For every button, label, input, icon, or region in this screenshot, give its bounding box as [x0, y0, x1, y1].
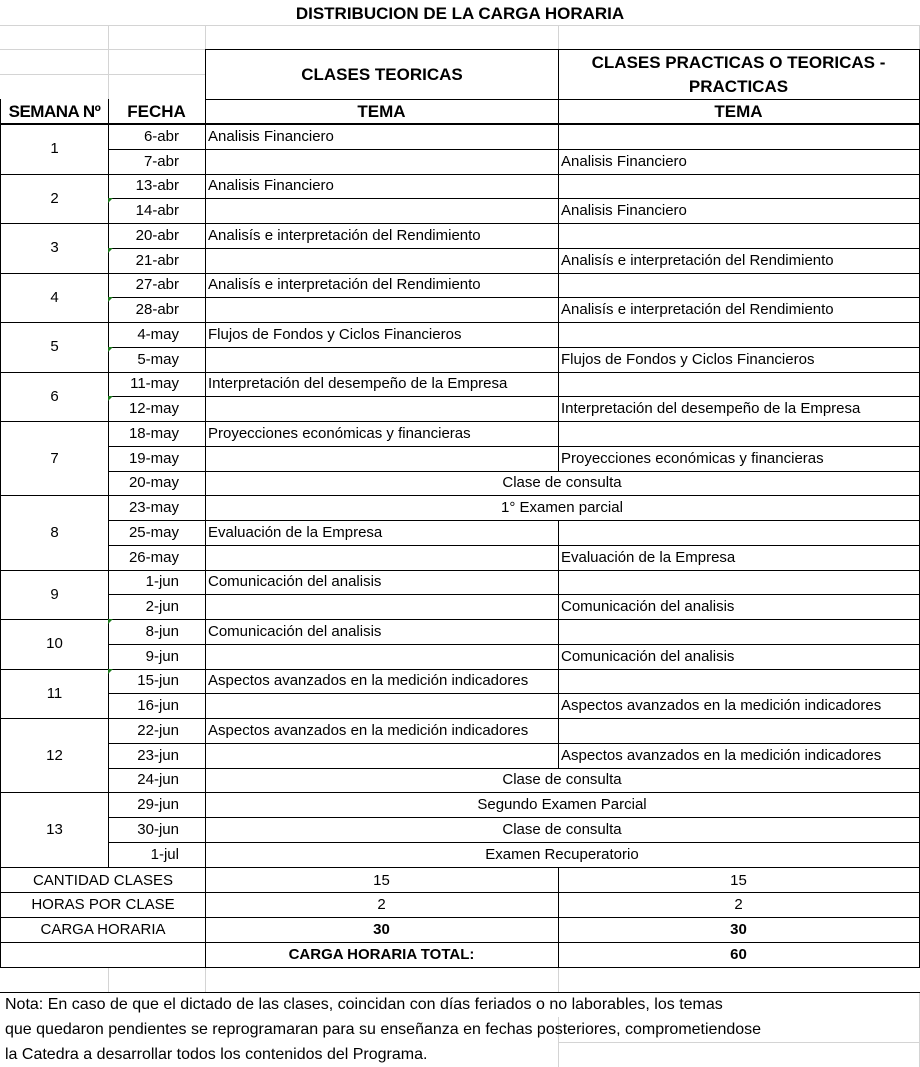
fecha-cell: 27-abr: [108, 273, 206, 299]
week-number: 11: [0, 669, 109, 720]
merged-event-cell: Clase de consulta: [205, 768, 920, 794]
tema-teoricas-cell: Aspectos avanzados en la medición indicadores: [205, 718, 559, 744]
tema-practicas-cell: Proyecciones económicas y financieras: [558, 446, 920, 472]
week-number: 12: [0, 718, 109, 793]
tema-teoricas-cell: [205, 644, 559, 670]
tema-practicas-cell: [558, 372, 920, 398]
fecha-cell: 2-jun: [108, 594, 206, 620]
tema-practicas-cell: Comunicación del analisis: [558, 644, 920, 670]
gridline: [0, 74, 205, 75]
cell-comment-indicator-icon: [108, 297, 113, 302]
note-line: que quedaron pendientes se reprogramaran para su enseñanza en fechas posteriores, comprometiendose: [5, 1021, 762, 1038]
tema-practicas-cell: [558, 619, 920, 645]
fecha-cell: 8-jun: [108, 619, 206, 645]
fecha-cell: 25-may: [108, 520, 206, 546]
week-number: 1: [0, 124, 109, 175]
summary-label: CARGA HORARIA: [0, 917, 206, 943]
tema-teoricas-cell: [205, 693, 559, 719]
tema-practicas-cell: Interpretación del desempeño de la Empresa: [558, 396, 920, 422]
tema-practicas-cell: [558, 520, 920, 546]
fecha-cell: 20-may: [108, 471, 206, 497]
week-number: 5: [0, 322, 109, 373]
header-semana: SEMANA Nº: [0, 99, 109, 125]
merged-event-cell: Segundo Examen Parcial: [205, 792, 920, 818]
gridline: [108, 968, 109, 992]
summary-label: CANTIDAD CLASES: [0, 868, 206, 893]
summary-teoricas-value: 15: [205, 868, 559, 893]
tema-teoricas-cell: [205, 248, 559, 274]
fecha-cell: 5-may: [108, 347, 206, 373]
fecha-cell: 11-may: [108, 372, 206, 398]
tema-practicas-cell: [558, 421, 920, 447]
week-number: 2: [0, 174, 109, 225]
tema-teoricas-cell: [205, 198, 559, 224]
tema-teoricas-cell: Comunicación del analisis: [205, 619, 559, 645]
tema-practicas-cell: [558, 273, 920, 299]
tema-practicas-cell: [558, 124, 920, 150]
fecha-cell: 9-jun: [108, 644, 206, 670]
tema-teoricas-cell: [205, 446, 559, 472]
week-number: 9: [0, 570, 109, 621]
gridline: [558, 968, 559, 992]
tema-practicas-cell: Analisís e interpretación del Rendimiento: [558, 248, 920, 274]
fecha-cell: 29-jun: [108, 792, 206, 818]
fecha-cell: 30-jun: [108, 817, 206, 843]
tema-practicas-cell: Aspectos avanzados en la medición indicadores: [558, 693, 920, 719]
tema-teoricas-cell: Analisis Financiero: [205, 174, 559, 200]
tema-teoricas-cell: [205, 594, 559, 620]
note-block: [0, 992, 920, 994]
summary-practicas-value: 15: [558, 868, 920, 893]
fecha-cell: 16-jun: [108, 693, 206, 719]
tema-teoricas-cell: [205, 347, 559, 373]
merged-event-cell: Clase de consulta: [205, 817, 920, 843]
fecha-cell: 26-may: [108, 545, 206, 571]
fecha-cell: 15-jun: [108, 669, 206, 695]
fecha-cell: 20-abr: [108, 223, 206, 249]
merged-event-cell: 1° Examen parcial: [205, 495, 920, 521]
tema-practicas-cell: [558, 570, 920, 596]
fecha-cell: 21-abr: [108, 248, 206, 274]
summary-practicas-value: 2: [558, 892, 920, 918]
fecha-cell: 7-abr: [108, 149, 206, 175]
fecha-cell: 13-abr: [108, 174, 206, 200]
cell-comment-indicator-icon: [108, 669, 113, 674]
header-clases-practicas: CLASES PRACTICAS O TEORICAS - PRACTICAS: [558, 49, 920, 100]
page-title: DISTRIBUCION DE LA CARGA HORARIA: [295, 3, 625, 23]
gridline: [205, 25, 206, 50]
fecha-cell: 23-may: [108, 495, 206, 521]
gridline: [558, 25, 559, 50]
summary-label: HORAS POR CLASE: [0, 892, 206, 918]
gridline: [205, 968, 206, 992]
cell-comment-indicator-icon: [108, 248, 113, 253]
header-tema-practicas: TEMA: [558, 99, 920, 125]
tema-teoricas-cell: Interpretación del desempeño de la Empresa: [205, 372, 559, 398]
total-blank-cell: [0, 942, 206, 968]
tema-teoricas-cell: [205, 149, 559, 175]
fecha-cell: 19-may: [108, 446, 206, 472]
cell-comment-indicator-icon: [108, 198, 113, 203]
gridline: [0, 49, 205, 50]
tema-teoricas-cell: Analisís e interpretación del Rendimiento: [205, 223, 559, 249]
fecha-cell: 28-abr: [108, 297, 206, 323]
gridline: [108, 25, 109, 99]
header-clases-teoricas: CLASES TEORICAS: [205, 49, 559, 100]
fecha-cell: 18-may: [108, 421, 206, 447]
cell-comment-indicator-icon: [108, 619, 113, 624]
header-fecha: FECHA: [108, 99, 206, 125]
tema-teoricas-cell: Flujos de Fondos y Ciclos Financieros: [205, 322, 559, 348]
summary-practicas-value: 30: [558, 917, 920, 943]
tema-teoricas-cell: Analisis Financiero: [205, 124, 559, 150]
fecha-cell: 22-jun: [108, 718, 206, 744]
note-line: la Catedra a desarrollar todos los contenidos del Programa.: [5, 1046, 428, 1063]
week-number: 8: [0, 495, 109, 570]
week-number: 3: [0, 223, 109, 274]
tema-teoricas-cell: Comunicación del analisis: [205, 570, 559, 596]
fecha-cell: 23-jun: [108, 743, 206, 769]
tema-teoricas-cell: Evaluación de la Empresa: [205, 520, 559, 546]
tema-practicas-cell: Aspectos avanzados en la medición indicadores: [558, 743, 920, 769]
tema-practicas-cell: Comunicación del analisis: [558, 594, 920, 620]
tema-practicas-cell: Evaluación de la Empresa: [558, 545, 920, 571]
tema-teoricas-cell: [205, 743, 559, 769]
merged-event-cell: Examen Recuperatorio: [205, 842, 920, 868]
note-line: Nota: En caso de que el dictado de las clases, coincidan con días feriados o no laborables, los temas: [5, 996, 723, 1013]
tema-practicas-cell: [558, 322, 920, 348]
gridline: [558, 1042, 920, 1043]
tema-teoricas-cell: Aspectos avanzados en la medición indicadores: [205, 669, 559, 695]
tema-practicas-cell: Analisís e interpretación del Rendimiento: [558, 297, 920, 323]
fecha-cell: 6-abr: [108, 124, 206, 150]
summary-teoricas-value: 30: [205, 917, 559, 943]
cell-comment-indicator-icon: [108, 347, 113, 352]
fecha-cell: 14-abr: [108, 198, 206, 224]
tema-teoricas-cell: [205, 545, 559, 571]
total-value: 60: [558, 942, 920, 968]
fecha-cell: 24-jun: [108, 768, 206, 794]
week-number: 10: [0, 619, 109, 670]
cell-comment-indicator-icon: [108, 396, 113, 401]
tema-practicas-cell: Analisis Financiero: [558, 149, 920, 175]
week-number: 4: [0, 273, 109, 324]
tema-teoricas-cell: Analisís e interpretación del Rendimiento: [205, 273, 559, 299]
fecha-cell: 12-may: [108, 396, 206, 422]
header-tema-teoricas: TEMA: [205, 99, 559, 125]
total-label: CARGA HORARIA TOTAL:: [205, 942, 559, 968]
fecha-cell: 4-may: [108, 322, 206, 348]
fecha-cell: 1-jun: [108, 570, 206, 596]
tema-practicas-cell: [558, 174, 920, 200]
tema-practicas-cell: [558, 718, 920, 744]
week-number: 13: [0, 792, 109, 867]
summary-teoricas-value: 2: [205, 892, 559, 918]
tema-teoricas-cell: [205, 297, 559, 323]
tema-practicas-cell: [558, 669, 920, 695]
fecha-cell: 1-jul: [108, 842, 206, 868]
tema-teoricas-cell: [205, 396, 559, 422]
merged-event-cell: Clase de consulta: [205, 471, 920, 497]
tema-practicas-cell: Flujos de Fondos y Ciclos Financieros: [558, 347, 920, 373]
week-number: 6: [0, 372, 109, 423]
week-number: 7: [0, 421, 109, 496]
tema-teoricas-cell: Proyecciones económicas y financieras: [205, 421, 559, 447]
tema-practicas-cell: [558, 223, 920, 249]
tema-practicas-cell: Analisis Financiero: [558, 198, 920, 224]
